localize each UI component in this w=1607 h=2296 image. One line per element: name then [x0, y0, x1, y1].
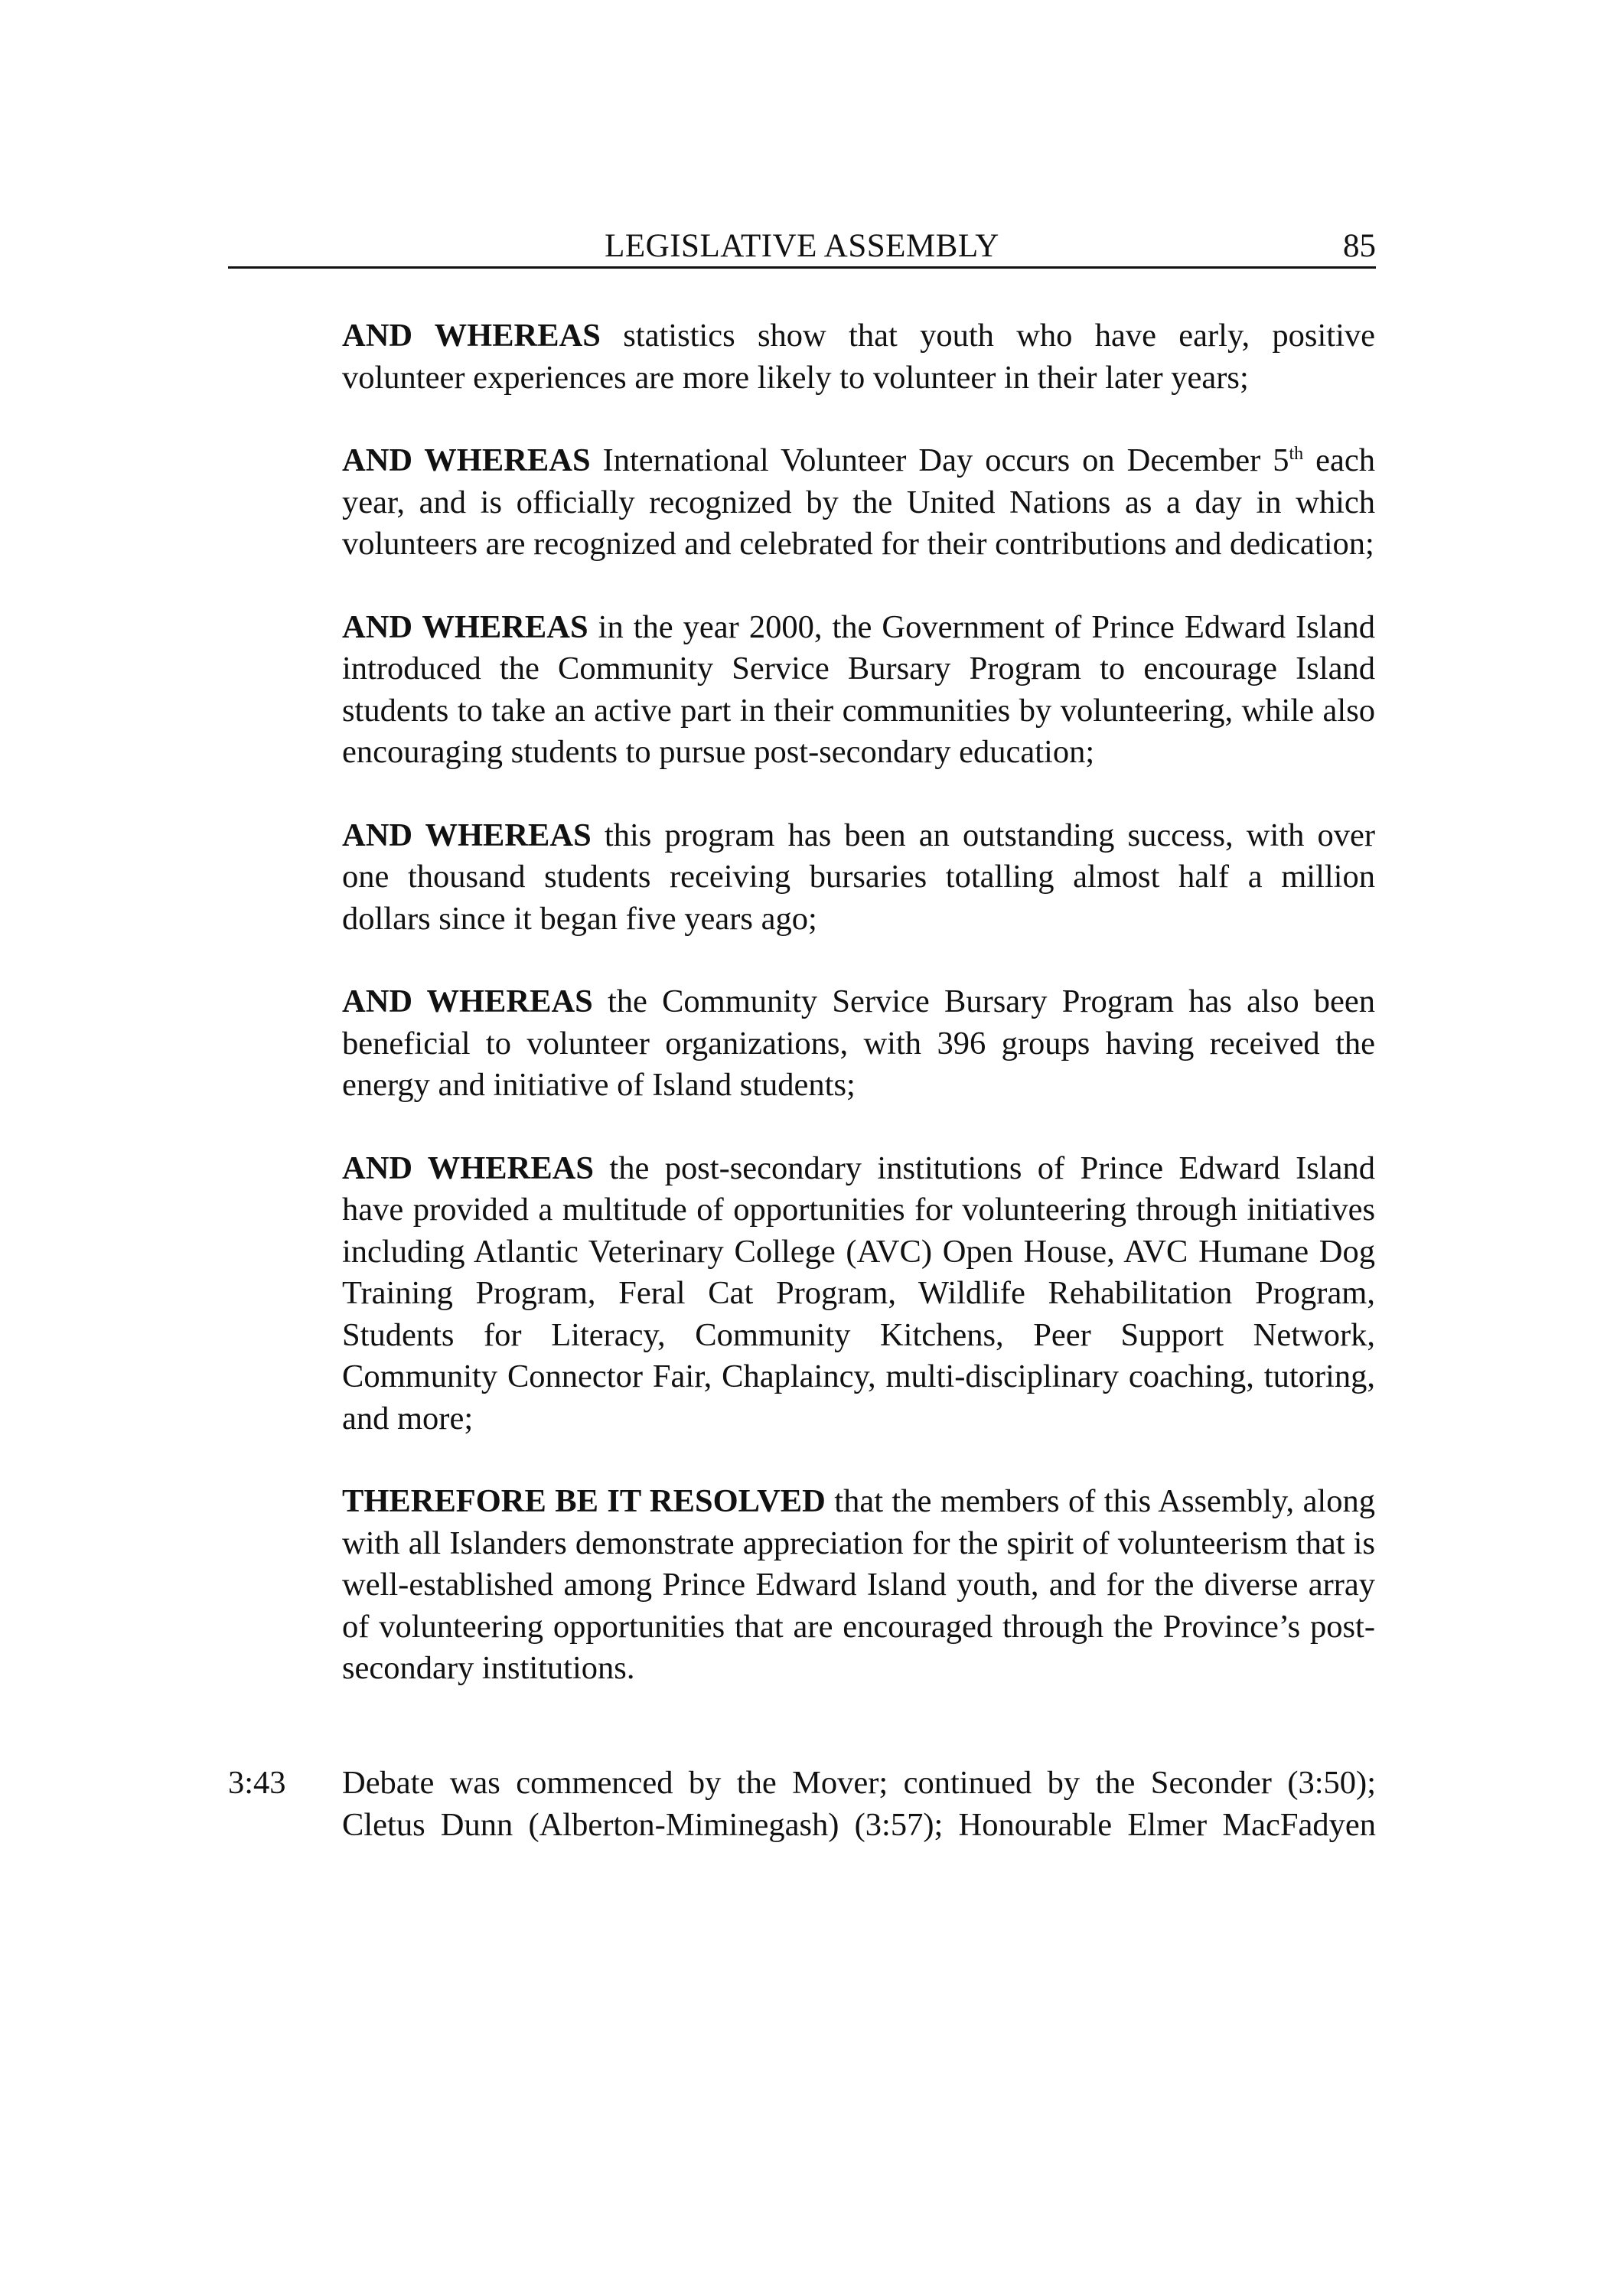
paragraph-lead: AND WHEREAS: [342, 608, 588, 645]
paragraph-text: the post-secondary institutions of Prince Edward Island have provided a multitude of opportunities for volunteering through initiatives including Atlantic Veterinary College (AVC) Open House, AVC Humane Dog Training Program, Feral Cat Program, Wildlife Rehabilitation Program, Students for Literacy, Community Kitchens, Peer Support Network, Community Connector Fair, Chaplaincy, multi-disciplinary coaching, tutoring, and more;: [342, 1150, 1375, 1437]
header-rule: [228, 266, 1376, 269]
whereas-paragraph-2: [342, 440, 1375, 566]
paragraph-text: that the members of this Assembly, along with all Islanders demonstrate appreciation for the spirit of volunteerism that is well-established among Prince Edward Island youth, and for the diverse array of volunteering opportunities that are encouraged through the Province’s post-secondary institutions.: [342, 1483, 1375, 1686]
paragraph-lead: AND WHEREAS: [342, 983, 593, 1019]
header-title: LEGISLATIVE ASSEMBLY: [605, 228, 999, 264]
paragraph-lead: THEREFORE BE IT RESOLVED: [342, 1483, 826, 1519]
proceeding-text: Debate was commenced by the Mover; continued by the Seconder (3:50); Cletus Dunn (Alberton-Miminegash) (3:57); Honourable Elmer MacFadyen: [342, 1765, 1376, 1843]
paragraph-text: the Community Service Bursary Program has also been beneficial to volunteer organizations, with 396 groups having received the energy and initiative of Island students;: [342, 983, 1375, 1103]
whereas-paragraph-3: [342, 607, 1375, 774]
proceeding-time: 3:43: [228, 1765, 286, 1801]
paragraph-text: this program has been an outstanding success, with over one thousand students receiving bursaries totalling almost half a million dollars since it began five years ago;: [342, 817, 1375, 937]
resolution-body: [342, 315, 1375, 1731]
paragraph-text-continued: each year, and is officially recognized by the United Nations as a day in which volunteers are recognized and celebrated for their contributions and dedication;: [342, 442, 1375, 562]
whereas-paragraph-5: [342, 981, 1375, 1107]
running-header: [228, 227, 1376, 266]
whereas-paragraph-6: [342, 1148, 1375, 1440]
paragraph-lead: AND WHEREAS: [342, 442, 591, 478]
whereas-paragraph-4: [342, 815, 1375, 941]
paragraph-text: in the year 2000, the Government of Prince Edward Island introduced the Community Service Bursary Program to encourage Island students to take an active part in their communities by volunteering, while also encouraging students to pursue post-secondary education;: [342, 608, 1375, 770]
whereas-paragraph-1: [342, 315, 1375, 399]
paragraph-lead: AND WHEREAS: [342, 817, 592, 853]
paragraph-text: International Volunteer Day occurs on December 5: [590, 442, 1289, 478]
page-number: 85: [1343, 228, 1376, 264]
paragraph-lead: AND WHEREAS: [342, 318, 601, 354]
paragraph-lead: AND WHEREAS: [342, 1150, 594, 1186]
ordinal-superscript: th: [1289, 443, 1304, 464]
paragraph-text: statistics show that youth who have early, positive volunteer experiences are more likely to volunteer in their later years;: [342, 318, 1375, 396]
resolved-paragraph: [342, 1481, 1375, 1690]
